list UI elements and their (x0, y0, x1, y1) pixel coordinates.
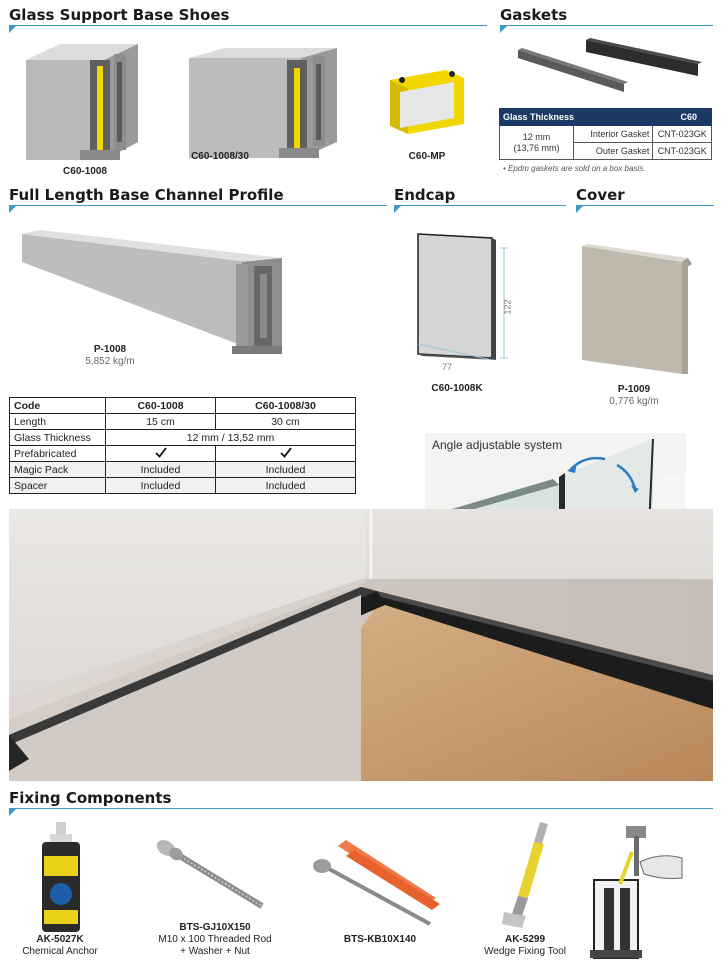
section-title-channel: Full Length Base Channel Profile (9, 186, 284, 204)
section-title-cover: Cover (576, 186, 625, 204)
section-rule (9, 808, 713, 809)
base-shoe-code: C60-MP (408, 151, 446, 162)
channel-weight: 5,852 kg/m (85, 356, 135, 367)
installation-photo (9, 509, 713, 781)
section-title-fixing: Fixing Components (9, 789, 172, 807)
wedge-fixing-tool-image (500, 820, 556, 930)
endcap-dim-height: 122 (502, 299, 513, 315)
plug-screw-image (312, 840, 448, 926)
section-title-gaskets: Gaskets (500, 6, 568, 24)
spec-prefab-col2 (216, 446, 356, 462)
section-rule (9, 205, 387, 206)
base-shoe-c60-1008-image (20, 38, 150, 163)
gasket-row-code: CNT-023GK (653, 143, 712, 160)
cover-weight: 0,776 kg/m (609, 396, 659, 407)
spec-magic-col1: Included (106, 462, 216, 478)
spec-row-label: Length (10, 414, 106, 430)
gasket-row-name: Outer Gasket (574, 143, 653, 160)
base-shoe-code: C60-1008 (63, 166, 107, 177)
section-rule-marker (394, 206, 401, 213)
fixing-code: AK-5299 (504, 934, 546, 945)
endcap-code: C60-1008K (431, 383, 483, 394)
spec-length-col1: 15 cm (106, 414, 216, 430)
spec-row-label: Magic Pack (10, 462, 106, 478)
spec-spacer-col1: Included (106, 478, 216, 494)
spec-row-label: Glass Thickness (10, 430, 106, 446)
endcap-dim-width: 77 (442, 362, 453, 372)
section-rule (500, 25, 713, 26)
chemical-anchor-image (36, 822, 86, 934)
section-rule-marker (500, 26, 507, 33)
gasket-row-code: CNT-023GK (653, 126, 712, 143)
channel-profile-p-1008-image (20, 228, 282, 358)
angle-adjustable-label: Angle adjustable system (432, 438, 563, 452)
spec-header-col2: C60-1008/30 (216, 398, 356, 414)
hammer-installation-image (590, 822, 688, 960)
spec-glass-thickness: 12 mm / 13,52 mm (106, 430, 356, 446)
section-rule-marker (9, 26, 16, 33)
spec-magic-col2: Included (216, 462, 356, 478)
section-rule (576, 205, 714, 206)
checkmark-icon (280, 447, 292, 458)
spec-table (9, 397, 356, 494)
spec-spacer-col2: Included (216, 478, 356, 494)
gasket-row-name: Interior Gasket (574, 126, 653, 143)
section-rule-marker (9, 809, 16, 816)
section-rule-marker (576, 206, 583, 213)
gasket-thickness: 12 mm (522, 131, 551, 142)
cover-code: P-1009 (617, 384, 651, 395)
base-shoe-code: C60-1008/30 (191, 151, 249, 162)
fixing-desc: Wedge Fixing Tool (484, 946, 566, 957)
section-rule-marker (9, 206, 16, 213)
fixing-desc: Chemical Anchor (22, 946, 98, 957)
gasket-thickness-cell (500, 126, 574, 160)
section-title-base-shoes: Glass Support Base Shoes (9, 6, 230, 24)
fixing-code: AK-5027K (36, 934, 84, 945)
gasket-thickness-alt: (13,76 mm) (513, 142, 560, 153)
threaded-rod-image (150, 834, 270, 914)
section-rule (9, 25, 487, 26)
magic-pack-c60-mp-image (386, 68, 468, 136)
cover-p-1009-image (580, 242, 694, 376)
spec-header-col1: C60-1008 (106, 398, 216, 414)
fixing-code: BTS-KB10X140 (343, 934, 417, 945)
spec-header-code: Code (10, 398, 106, 414)
base-shoe-c60-1008-30-image (185, 46, 345, 161)
spec-prefab-col1 (106, 446, 216, 462)
spec-row-label: Prefabricated (10, 446, 106, 462)
fixing-code: BTS-GJ10X150 (179, 922, 251, 933)
gasket-note: • Epdm gaskets are sold on a box basis. (503, 164, 646, 173)
gasket-header-label: Glass Thickness (500, 109, 653, 126)
fixing-desc-2: + Washer + Nut (180, 946, 250, 957)
spec-row-label: Spacer (10, 478, 106, 494)
section-rule (394, 205, 566, 206)
spec-length-col2: 30 cm (216, 414, 356, 430)
gaskets-image (512, 36, 708, 94)
gasket-header-value: C60 (653, 109, 712, 126)
fixing-desc: M10 x 100 Threaded Rod (158, 934, 272, 945)
checkmark-icon (155, 447, 167, 458)
section-title-endcap: Endcap (394, 186, 456, 204)
channel-code: P-1008 (93, 344, 127, 355)
gasket-table (499, 108, 712, 160)
